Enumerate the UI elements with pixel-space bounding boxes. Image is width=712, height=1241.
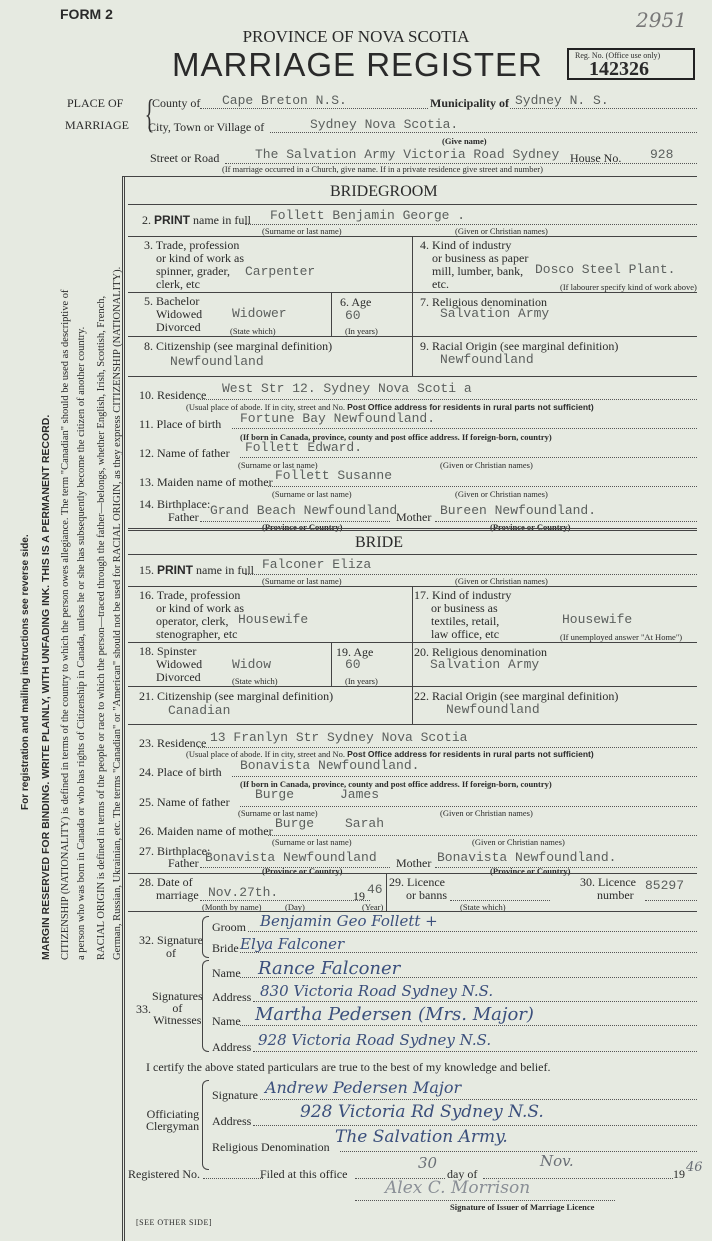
- given-note: (Given or Christian names): [440, 808, 533, 818]
- municipality-value: Sydney N. S.: [515, 93, 609, 108]
- prov-note: (Province or Country): [490, 866, 571, 876]
- given-note: (Given or Christian names): [472, 837, 565, 847]
- bp-father-label: Father: [168, 856, 199, 870]
- groom-age-label: 6. Age: [340, 295, 372, 309]
- given-note: (Given or Christian names): [455, 226, 548, 236]
- groom-bp-father: Grand Beach Newfoundland: [210, 503, 398, 518]
- groom-industry-label: 4. Kind of industry or business as paper mill, lumber, bank, etc.: [420, 238, 529, 291]
- groom-mother-label: 13. Maiden name of mother: [139, 475, 273, 489]
- issuer-signature: Alex C. Morrison: [385, 1178, 531, 1198]
- brace: [202, 960, 209, 1052]
- bride-residence: 13 Franlyn Str Sydney Nova Scotia: [210, 730, 468, 745]
- surname-note: (Surname or last name): [238, 460, 318, 470]
- licence-banns-label: 29. Licence or banns: [389, 875, 447, 902]
- clergyman-label: Officiating Clergyman: [146, 1107, 200, 1133]
- margin-instructions: [18, 267, 126, 960]
- groom-birthplace-parents-label: 14. Birthplace:: [139, 497, 211, 511]
- groom-racial-label: 9. Racial Origin (see marginal definition): [420, 339, 619, 353]
- groom-age: 60: [345, 308, 361, 323]
- witnesses-label: Signatures of Witnesses: [152, 989, 203, 1027]
- groom-section-heading: BRIDEGROOM: [330, 183, 438, 200]
- prov-note: (Province or Country): [262, 522, 343, 532]
- page-title: MARRIAGE REGISTER: [172, 46, 543, 83]
- groom-citizenship-label: 8. Citizenship (see marginal definition): [144, 339, 333, 353]
- bp-mother-label: Mother: [396, 510, 432, 524]
- year-note: (Year): [362, 902, 384, 912]
- bride-racial-label: 22. Racial Origin (see marginal definition): [414, 689, 619, 703]
- labourer-note: (If labourer specify kind of work above): [560, 282, 697, 292]
- groom-residence-label: 10. Residence: [139, 388, 207, 402]
- filed-label: Filed at this office: [260, 1167, 348, 1181]
- county-value: Cape Breton N.S.: [222, 93, 347, 108]
- groom-residence: West Str 12. Sydney Nova Scoti a: [222, 381, 472, 396]
- bride-mother-surname: Burge: [275, 816, 315, 831]
- bride-section-heading: BRIDE: [355, 534, 403, 551]
- margin-line-6: German, Russian, Ukrainian, etc. The terms "Canadian" or "American" should not be used for RACIAL ORIGIN, as they express CITIZENSHIP (NATIONALITY).: [112, 266, 123, 960]
- groom-industry: Dosco Steel Plant.: [535, 262, 676, 277]
- bride-age-label: 19. Age: [336, 645, 374, 659]
- reg-number: 142326: [589, 58, 649, 80]
- bride-status-label: 18. Spinster Widowed Divorced: [139, 644, 203, 684]
- reg-number-box: [567, 48, 695, 80]
- file-number: 2951: [636, 8, 687, 32]
- groom-mother: Follett Susanne: [275, 468, 393, 483]
- birth-note: (If born in Canada, province, county and post office address. If foreign-born, country): [240, 779, 552, 789]
- groom-religion: Salvation Army: [440, 306, 550, 321]
- bride-citizenship-label: 21. Citizenship (see marginal definition): [139, 689, 334, 703]
- groom-birthplace-label: 11. Place of birth: [139, 417, 222, 431]
- prov-note: (Province or Country): [262, 866, 343, 876]
- bride-name: Falconer Eliza: [262, 557, 372, 572]
- filed-year: 46: [686, 1160, 703, 1175]
- house-value: 928: [650, 147, 674, 162]
- city-note: (Give name): [442, 136, 487, 146]
- bride-trade: Housewife: [238, 612, 309, 627]
- groom-name-label: 2. PRINT name in full: [142, 213, 251, 227]
- date-label: 28. Date of marriage: [139, 875, 199, 902]
- bride-birthplace: Bonavista Newfoundland.: [240, 758, 420, 773]
- groom-father: Follett Edward.: [245, 440, 363, 455]
- filed-month: Nov.: [540, 1152, 574, 1170]
- margin-line-4: a person who was born in Canada or who has rights of Citizenship in Canada, unless he or she has subsequently become the citizen of another country.: [76, 326, 87, 960]
- groom-father-label: 12. Name of father: [139, 446, 230, 460]
- surname-note: (Surname or last name): [262, 226, 342, 236]
- licence-number-label: 30. Licence number: [580, 875, 636, 902]
- groom-sig-label: Groom: [212, 920, 246, 934]
- brace: [202, 1080, 209, 1170]
- in-years-note: (In years): [345, 326, 378, 336]
- registered-no-label: Registered No.: [128, 1167, 200, 1181]
- surname-note: (Surname or last name): [262, 576, 342, 586]
- state-which-note: (State which): [232, 676, 278, 686]
- witness2-address-label: Address: [212, 1040, 252, 1054]
- witness2-name-label: Name: [212, 1014, 241, 1028]
- surname-note: (Surname or last name): [272, 489, 352, 499]
- bride-bp-father: Bonavista Newfoundland: [205, 850, 377, 865]
- brace: [202, 916, 209, 958]
- bp-mother-label: Mother: [396, 856, 432, 870]
- bride-citizenship: Canadian: [168, 703, 231, 718]
- bride-birthplace-parents-label: 27. Birthplace:: [139, 844, 211, 858]
- marriage-label: MARRIAGE: [65, 118, 130, 132]
- groom-citizenship: Newfoundland: [170, 354, 264, 369]
- unemployed-note: (If unemployed answer "At Home"): [560, 632, 683, 642]
- reg-number-label: Reg. No. (Office use only): [575, 51, 661, 60]
- bp-father-label: Father: [168, 510, 199, 524]
- bride-bp-mother: Bonavista Newfoundland.: [437, 850, 617, 865]
- house-label: House No.: [570, 151, 622, 165]
- birth-note: (If born in Canada, province, county and post office address. If foreign-born, country): [240, 432, 552, 442]
- bride-mother-label: 26. Maiden name of mother: [139, 824, 273, 838]
- day-note: (Day): [285, 902, 305, 912]
- groom-status: Widower: [232, 306, 287, 321]
- place-of-label: PLACE OF: [67, 96, 124, 110]
- certify-statement: I certify the above stated particulars are true to the best of my knowledge and belief.: [146, 1060, 551, 1074]
- margin-line-5: RACIAL ORIGIN is defined in terms of the people or race to which the person—traced through the father—belongs, whether English, Irish, Scottish, French,: [96, 295, 107, 960]
- groom-trade-label: 3. Trade, profession or kind of work as spinner, grader, clerk, etc: [144, 238, 244, 291]
- clergy-signature: Andrew Pedersen Major: [265, 1078, 462, 1097]
- in-years-note: (In years): [345, 676, 378, 686]
- city-value: Sydney Nova Scotia.: [310, 117, 459, 132]
- year-prefix: 19: [673, 1167, 685, 1181]
- given-note: (Given or Christian names): [440, 460, 533, 470]
- municipality-label: Municipality of: [430, 96, 510, 110]
- street-value: The Salvation Army Victoria Road Sydney: [255, 147, 560, 162]
- bride-trade-label: 16. Trade, profession or kind of work as operator, clerk, stenographer, etc: [139, 588, 244, 641]
- day-of-label: day of: [447, 1167, 478, 1181]
- margin-line-2: MARGIN RESERVED FOR BINDING. WRITE PLAINLY, WITH UNFADING INK. THIS IS A PERMANENT RECORD.: [40, 414, 52, 960]
- witness1-name-label: Name: [212, 966, 241, 980]
- given-note: (Given or Christian names): [455, 576, 548, 586]
- residence-note: (Usual place of abode. If in city, street and No. Post Office address for residents in rural parts not sufficient): [186, 402, 594, 412]
- witness1-address: 830 Victoria Road Sydney N.S.: [260, 982, 494, 1000]
- bride-birthplace-label: 24. Place of birth: [139, 765, 222, 779]
- marriage-date: Nov.27th.: [208, 885, 279, 900]
- witness1-address-label: Address: [212, 990, 252, 1004]
- bride-name-label: 15. PRINT name in full: [139, 563, 254, 577]
- groom-name: Follett Benjamin George .: [270, 208, 466, 223]
- province-heading: PROVINCE OF NOVA SCOTIA: [242, 27, 470, 46]
- groom-racial: Newfoundland: [440, 352, 534, 367]
- month-note: (Month by name): [202, 902, 262, 912]
- given-note: (Given or Christian names): [455, 489, 548, 499]
- county-label: County of: [152, 96, 201, 110]
- state-which-note: (State which): [230, 326, 276, 336]
- brace: {: [144, 91, 155, 136]
- issuer-label: Signature of Issuer of Marriage Licence: [450, 1202, 595, 1212]
- street-label: Street or Road: [150, 151, 220, 165]
- clergy-religion: The Salvation Army.: [335, 1127, 508, 1147]
- margin-line-3: CITIZENSHIP (NATIONALITY) is defined in terms of the country to which the person owes allegiance. The term "Canadian" should be used as descriptive of: [60, 289, 71, 960]
- bride-residence-label: 23. Residence: [139, 736, 207, 750]
- bride-status: Widow: [232, 657, 272, 672]
- bride-father-surname: Burge: [255, 787, 295, 802]
- groom-religion-label: 7. Religious denomination: [420, 295, 547, 309]
- residence-note: (Usual place of abode. If in city, street and No. Post Office address for residents in rural parts not sufficient): [186, 749, 594, 759]
- bride-mother-given: Sarah: [345, 816, 385, 831]
- bride-racial: Newfoundland: [446, 702, 540, 717]
- surname-note: (Surname or last name): [272, 837, 352, 847]
- bride-sig-label: Bride: [212, 941, 239, 955]
- bride-father-label: 25. Name of father: [139, 795, 230, 809]
- bride-religion: Salvation Army: [430, 657, 540, 672]
- margin-line-1: For registration and mailing instructions see reverse side.: [20, 534, 31, 810]
- witness2-name: Martha Pedersen (Mrs. Major): [255, 1004, 534, 1025]
- groom-birthplace: Fortune Bay Newfoundland.: [240, 411, 436, 426]
- groom-bp-mother: Bureen Newfoundland.: [440, 503, 597, 518]
- marriage-year: 46: [367, 882, 383, 897]
- bride-signature: Elya Falconer: [240, 935, 345, 953]
- bride-industry-label: 17. Kind of industry or business as textiles, retail, law office, etc: [414, 588, 512, 641]
- witness1-name: Rance Falconer: [258, 958, 401, 979]
- witness-number: 33.: [136, 1002, 151, 1016]
- clergy-signature-label: Signature: [212, 1088, 258, 1102]
- groom-signature: Benjamin Geo Follett +: [260, 912, 438, 930]
- bride-age: 60: [345, 657, 361, 672]
- filed-day: 30: [418, 1154, 438, 1172]
- surname-note: (Surname or last name): [238, 808, 318, 818]
- prov-note: (Province or Country): [490, 522, 571, 532]
- street-note: (If marriage occurred in a Church, give name. If in a private residence give street and number): [222, 164, 543, 174]
- licence-number: 85297: [645, 878, 685, 893]
- witness2-address: 928 Victoria Road Sydney N.S.: [258, 1031, 492, 1049]
- bride-father-given: James: [340, 787, 380, 802]
- clergy-address: 928 Victoria Rd Sydney N.S.: [300, 1102, 544, 1122]
- groom-status-label: 5. Bachelor Widowed Divorced: [144, 294, 203, 334]
- year-prefix: 19: [353, 889, 365, 903]
- see-other-side: [SEE OTHER SIDE]: [136, 1218, 212, 1227]
- bride-religion-label: 20. Religious denomination: [414, 645, 547, 659]
- bride-industry: Housewife: [562, 612, 633, 627]
- signature-of-label: 32. Signature of: [139, 933, 203, 960]
- form-number: FORM 2: [60, 6, 113, 22]
- clergy-address-label: Address: [212, 1114, 252, 1128]
- licence-note: (State which): [460, 902, 506, 912]
- groom-trade: Carpenter: [245, 264, 316, 279]
- clergy-religion-label: Religious Denomination: [212, 1140, 330, 1154]
- city-label: City, Town or Village of: [148, 120, 265, 134]
